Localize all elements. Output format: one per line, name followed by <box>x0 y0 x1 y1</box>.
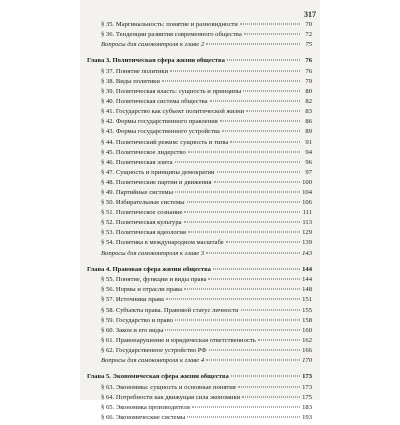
toc-entry-label: Вопросы для самоконтроля к главе 4 <box>101 357 205 364</box>
toc-entry-page: 143 <box>302 249 312 257</box>
dot-leader <box>184 222 300 223</box>
toc-entry-label: § 36. Тенденции развития современного общества <box>101 31 242 39</box>
dot-leader <box>175 319 300 320</box>
dot-leader <box>187 202 300 203</box>
dot-leader <box>188 232 300 233</box>
toc-entry-page: 148 <box>302 286 312 294</box>
toc-entry-page: 155 <box>302 306 312 314</box>
dot-leader <box>243 91 300 92</box>
toc-entry-page: 91 <box>305 138 312 146</box>
toc-entry-page: 151 <box>302 296 312 304</box>
toc-entry-page: 173 <box>302 383 312 391</box>
toc-entry-page: 80 <box>305 88 312 96</box>
toc-entry-label: § 48. Политические партии и движения <box>101 178 212 186</box>
toc-entry-label: § 55. Понятие, функции и виды права <box>101 276 207 284</box>
toc-entry-page: 166 <box>302 346 312 354</box>
toc-entry-label: § 39. Политическая власть: сущность и принципы <box>101 88 242 96</box>
dot-leader <box>210 101 300 102</box>
toc-entry-page: 79 <box>305 77 312 85</box>
toc-entry-label: § 46. Политическая элита <box>101 158 173 166</box>
book-page <box>80 0 320 421</box>
toc-review-questions <box>87 251 312 261</box>
toc-entry-page: 83 <box>305 108 312 116</box>
toc-entry-label: § 60. Закон и его виды <box>101 326 164 334</box>
toc-entry-page: 72 <box>305 31 312 39</box>
toc-entry-label: § 52. Политическая культура <box>101 219 182 227</box>
dot-leader <box>246 111 300 112</box>
dot-leader <box>227 60 300 61</box>
dot-leader <box>206 360 300 361</box>
toc-entry-page: 82 <box>305 98 312 106</box>
dot-leader <box>184 289 300 290</box>
toc-entry-page: 89 <box>305 128 312 136</box>
dot-leader <box>162 80 300 81</box>
dot-leader <box>222 131 300 132</box>
toc-entry-page: 100 <box>302 178 312 186</box>
dot-leader <box>166 299 300 300</box>
dot-leader <box>214 181 300 182</box>
toc-entry-label: § 56. Нормы и отрасли права <box>101 286 183 294</box>
dot-leader <box>175 192 300 193</box>
toc-entry-label: § 53. Политическая идеология <box>101 229 186 237</box>
toc-entry-label: Вопросы для самоконтроля к главе 2 <box>101 41 205 49</box>
toc-entry-page: 129 <box>302 229 312 237</box>
toc-entry-page: 158 <box>302 316 312 324</box>
toc-entry-page: 76 <box>305 67 312 75</box>
toc-entry-label: § 41. Государство как субъект политической жизни <box>101 108 245 116</box>
toc-entry-page: 75 <box>305 41 312 49</box>
toc-entry-label: § 42. Формы государственного правления <box>101 118 218 126</box>
toc-entry-page: 173 <box>302 373 312 381</box>
toc-entry-label: § 51. Политическое сознание <box>101 209 183 217</box>
toc-entry-label: § 44. Политический режим: сущность и типы <box>101 138 229 146</box>
toc-entry-label: § 38. Виды политики <box>101 77 160 85</box>
toc-entry-page: 162 <box>302 336 312 344</box>
dot-leader <box>192 406 300 407</box>
toc-entry-page: 113 <box>302 219 312 227</box>
toc-entry-label: § 40. Политическая система общества <box>101 98 208 106</box>
toc-entry-label: § 64. Потребности как движущая сила экономики <box>101 393 241 401</box>
toc-entry-label: § 66. Экономические системы <box>101 413 186 421</box>
toc-entry-label: Вопросы для самоконтроля к главе 3 <box>101 249 205 257</box>
toc-entry-label: § 35. Маргинальность: понятие и разновидности <box>101 21 238 28</box>
toc-entry-page: 144 <box>302 276 312 284</box>
toc-entry-label: Глава 4. Правовая сфера жизни общества <box>87 265 211 273</box>
toc-entry-page: 104 <box>302 189 312 196</box>
toc-entry-page: 160 <box>302 326 312 334</box>
toc-entry-label: § 57. Источники права <box>101 296 164 304</box>
dot-leader <box>244 34 300 35</box>
toc-entry-label: § 63. Экономика: сущность и основные понятия <box>101 383 236 391</box>
toc-entry-page: 175 <box>302 393 312 401</box>
toc-entry-page: 76 <box>305 57 312 65</box>
toc-entry-page: 94 <box>305 148 312 156</box>
toc-entry-label: § 45. Политическое лидерство <box>101 148 186 156</box>
dot-leader <box>230 141 300 142</box>
toc-entry-label: § 62. Государственное устройство РФ <box>101 346 207 354</box>
dot-leader <box>175 161 300 162</box>
dot-leader <box>187 416 300 417</box>
toc-entry-page: 96 <box>305 158 312 166</box>
toc-entry-page: 97 <box>305 168 312 176</box>
toc-entry-label: § 50. Избирательные системы <box>101 199 185 207</box>
toc-review-questions <box>87 358 312 368</box>
dot-leader <box>226 242 300 243</box>
toc-entry-label: § 49. Партийные системы <box>101 189 173 196</box>
toc-section <box>87 405 312 415</box>
toc-entry-label: § 47. Сущность и принципы демократии <box>101 168 215 176</box>
dot-leader <box>258 339 300 340</box>
toc-entry-page: 193 <box>302 413 312 421</box>
dot-leader <box>242 396 300 397</box>
toc-entry-page: 106 <box>302 199 312 207</box>
toc-entry-page: 144 <box>302 265 312 273</box>
dot-leader <box>220 121 300 122</box>
toc-entry-label: § 61. Правонарушение и юридическая ответственность <box>101 336 256 344</box>
dot-leader <box>184 212 300 213</box>
toc-entry-label: § 54. Политика в международном масштабе <box>101 239 224 247</box>
dot-leader <box>206 44 300 45</box>
dot-leader <box>165 329 300 330</box>
dot-leader <box>208 279 300 280</box>
dot-leader <box>241 309 300 310</box>
dot-leader <box>231 376 300 377</box>
toc-entry-page: 86 <box>305 118 312 126</box>
dot-leader <box>209 349 300 350</box>
toc-entry-label: § 43. Формы государственного устройства <box>101 128 220 136</box>
toc-entry-label: § 37. Понятие политики <box>101 67 169 75</box>
dot-leader <box>206 252 300 253</box>
toc-section <box>87 415 312 425</box>
toc-entry-page: 70 <box>305 21 312 28</box>
dot-leader <box>188 151 300 152</box>
toc-entry-label: § 58. Субъекты права. Правовой статус личности <box>101 306 239 314</box>
toc-review-questions <box>87 42 312 52</box>
toc-entry-page: 111 <box>302 209 312 217</box>
page-number: 317 <box>304 10 316 19</box>
toc-entry-page: 170 <box>302 357 312 364</box>
toc-entry-page: 139 <box>302 239 312 247</box>
toc-entry-page: 183 <box>302 403 312 411</box>
dot-leader <box>170 70 300 71</box>
toc-entry-label: Глава 3. Политическая сфера жизни общества <box>87 57 225 65</box>
toc-entry-label: § 59. Государство и право <box>101 316 173 324</box>
dot-leader <box>238 386 300 387</box>
dot-leader <box>217 171 300 172</box>
toc-entry-label: § 65. Экономика производителя <box>101 403 190 411</box>
table-of-contents <box>87 22 312 425</box>
toc-entry-label: Глава 5. Экономическая сфера жизни общества <box>87 373 229 381</box>
dot-leader <box>213 268 300 269</box>
dot-leader <box>240 24 300 25</box>
